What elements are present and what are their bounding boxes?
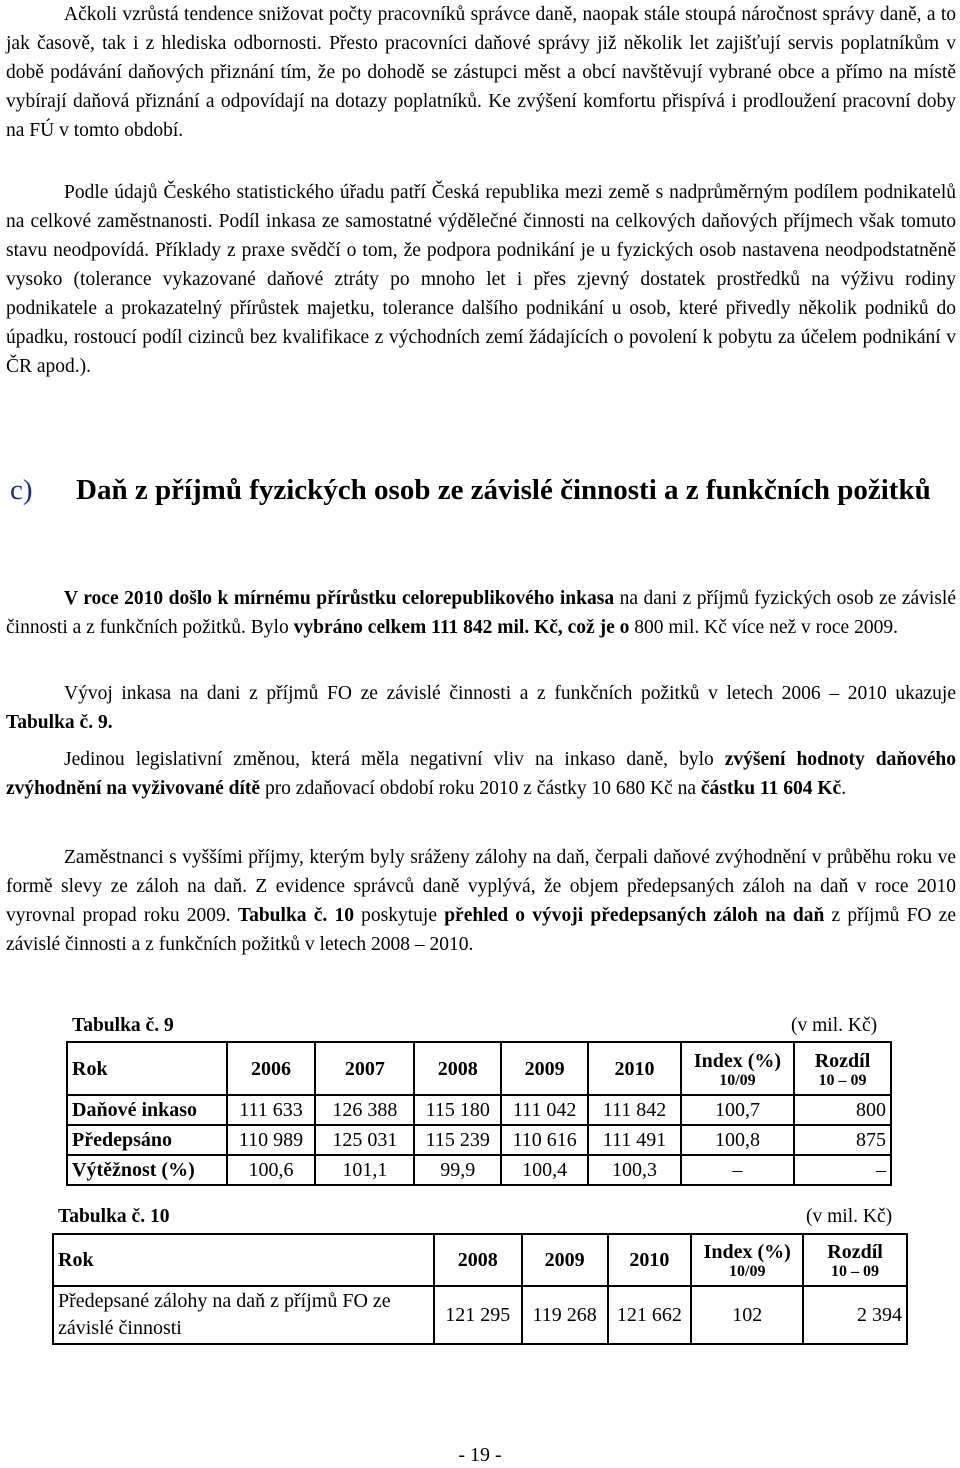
table-cell: 126 388 (315, 1095, 414, 1125)
table-cell: 100,3 (588, 1155, 681, 1185)
paragraph-inkaso-2010: V roce 2010 došlo k mírnému přírůstku celorepublikového inkasa na dani z příjmů fyzických osob ze závislé činnosti a z funkčních požitků. Bylo vybráno celkem 111 842 mil. Kč, což je o 800 mil. Kč více než v roce 2009. (6, 588, 956, 638)
paragraph-legislation: Jedinou legislativní změnou, která měla negativní vliv na inkaso daně, bylo zvýšení hodnoty daňového zvýhodnění na vyživované dítě pro zdaňovací období roku 2010 z částky 10 680 Kč na částku 11 604 Kč. (6, 749, 956, 799)
row-label: Výtěžnost (%) (67, 1155, 227, 1185)
table-cell-index: 100,7 (681, 1095, 794, 1125)
table-cell: 100,4 (501, 1155, 588, 1185)
table-cell: 111 491 (588, 1125, 681, 1155)
table-row (67, 1155, 891, 1185)
table-cell: 101,1 (315, 1155, 414, 1185)
table-cell: 99,9 (414, 1155, 501, 1185)
table-cell: 115 239 (414, 1125, 501, 1155)
table-cell: 110 989 (227, 1125, 316, 1155)
table-cell-diff: 875 (794, 1125, 891, 1155)
table-cell: 119 268 (522, 1286, 608, 1344)
table-cell: 121 662 (608, 1286, 692, 1344)
table-cell-diff: 800 (794, 1095, 891, 1125)
table10-header-year: 2009 (522, 1234, 608, 1286)
table10-header-index: Index (%) 10/09 (691, 1234, 803, 1286)
table-row (67, 1125, 891, 1155)
table-cell: 111 633 (227, 1095, 316, 1125)
table-cell: 125 031 (315, 1125, 414, 1155)
table9-header-year: 2009 (501, 1042, 588, 1095)
table-cell: 110 616 (501, 1125, 588, 1155)
table9-header-diff: Rozdíl 10 – 09 (794, 1042, 891, 1095)
table10-header-diff: Rozdíl 10 – 09 (803, 1234, 907, 1286)
table-cell-diff: 2 394 (803, 1286, 907, 1344)
table10-header-rok: Rok (53, 1234, 434, 1286)
table10-unit: (v mil. Kč) (806, 1206, 893, 1227)
paragraph-table9-reference: Vývoj inkasa na dani z příjmů FO ze závislé činnosti a z funkčních požitků v letech 2006 – 2010 ukazuje Tabulka č. 9. (6, 683, 956, 733)
table-cell-index: – (681, 1155, 794, 1185)
table9-unit: (v mil. Kč) (791, 1015, 878, 1036)
row-label: Daňové inkaso (67, 1095, 227, 1125)
page-number: - 19 - (458, 1444, 502, 1466)
table-cell-index: 102 (691, 1286, 803, 1344)
table-cell: 121 295 (434, 1286, 522, 1344)
section-letter: c) (10, 474, 33, 506)
table-cell: 111 842 (588, 1095, 681, 1125)
table-row (53, 1286, 907, 1344)
table9-header-year: 2010 (588, 1042, 681, 1095)
table9 (66, 1041, 892, 1186)
table10-header-year: 2010 (608, 1234, 692, 1286)
table10-header-row (53, 1234, 907, 1286)
row-label: Předepsané zálohy na daň z příjmů FO ze závislé činnosti (53, 1286, 434, 1344)
row-label: Předepsáno (67, 1125, 227, 1155)
table9-header-year: 2008 (414, 1042, 501, 1095)
paragraph-statistics: Podle údajů Českého statistického úřadu patří Česká republika mezi země s nadprůměrným podílem podnikatelů na celkové zaměstnanosti. Podíl inkasa ze samostatné výdělečné činnosti na celkových daňových příjmech však tomuto stavu neodpovídá. Příklady z praxe svědčí o tom, že podpora podnikání je u fyzických osob nastavena neodpodstatněně vysoko (tolerance vykazované daňové ztráty po mnoho let i přes zjevný dostatek prostředků na výživu rodiny podnikatele a prokazatelný přírůstek majetku, tolerance dalšího podnikání u osob, které přivedly několik podniků do úpadku, rostoucí podíl cizinců bez kvalifikace z východních zemí žádajících o povolení k pobytu za účelem podnikání v ČR apod.). (6, 182, 956, 377)
table10-header-year: 2008 (434, 1234, 522, 1286)
table-cell-diff: – (794, 1155, 891, 1185)
table9-header-year: 2007 (315, 1042, 414, 1095)
table10-caption: Tabulka č. 10 (58, 1206, 170, 1227)
section-heading (10, 472, 950, 509)
table9-header-rok: Rok (67, 1042, 227, 1095)
table-cell-index: 100,8 (681, 1125, 794, 1155)
paragraph-advances: Zaměstnanci s vyššími příjmy, kterým byly sráženy zálohy na daň, čerpali daňové zvýhodnění v průběhu roku ve formě slevy ze záloh na daň. Z evidence správců daně vyplývá, že objem předepsaných záloh na daň v roce 2010 vyrovnal propad roku 2009. Tabulka č. 10 poskytuje přehled o vývoji předepsaných záloh na daň z příjmů FO ze závislé činnosti a z funkčních požitků v letech 2008 – 2010. (6, 847, 956, 955)
table10 (52, 1233, 908, 1345)
table9-header-year: 2006 (227, 1042, 316, 1095)
table-cell: 111 042 (501, 1095, 588, 1125)
paragraph-tax-administration: Ačkoli vzrůstá tendence snižovat počty pracovníků správce daně, naopak stále stoupá náročnost správy daně, a to jak časově, tak i z hlediska odbornosti. Přesto pracovníci daňové správy již několik let zajišťují servis poplatníkům v době podávání daňových přiznání tím, že po dohodě se zástupci měst a obcí navštěvují vybrané obce a přímo na místě vybírají daňová přiznání a odpovídají na dotazy poplatníků. Ke zvýšení komfortu přispívá i prodloužení pracovní doby na FÚ v tomto období. (6, 4, 956, 141)
table-cell: 100,6 (227, 1155, 316, 1185)
table9-header-row (67, 1042, 891, 1095)
table9-header-index: Index (%) 10/09 (681, 1042, 794, 1095)
table-cell: 115 180 (414, 1095, 501, 1125)
section-title: Daň z příjmů fyzických osob ze závislé činnosti a z funkčních požitků (76, 474, 931, 506)
table-row (67, 1095, 891, 1125)
table9-caption: Tabulka č. 9 (72, 1015, 174, 1036)
